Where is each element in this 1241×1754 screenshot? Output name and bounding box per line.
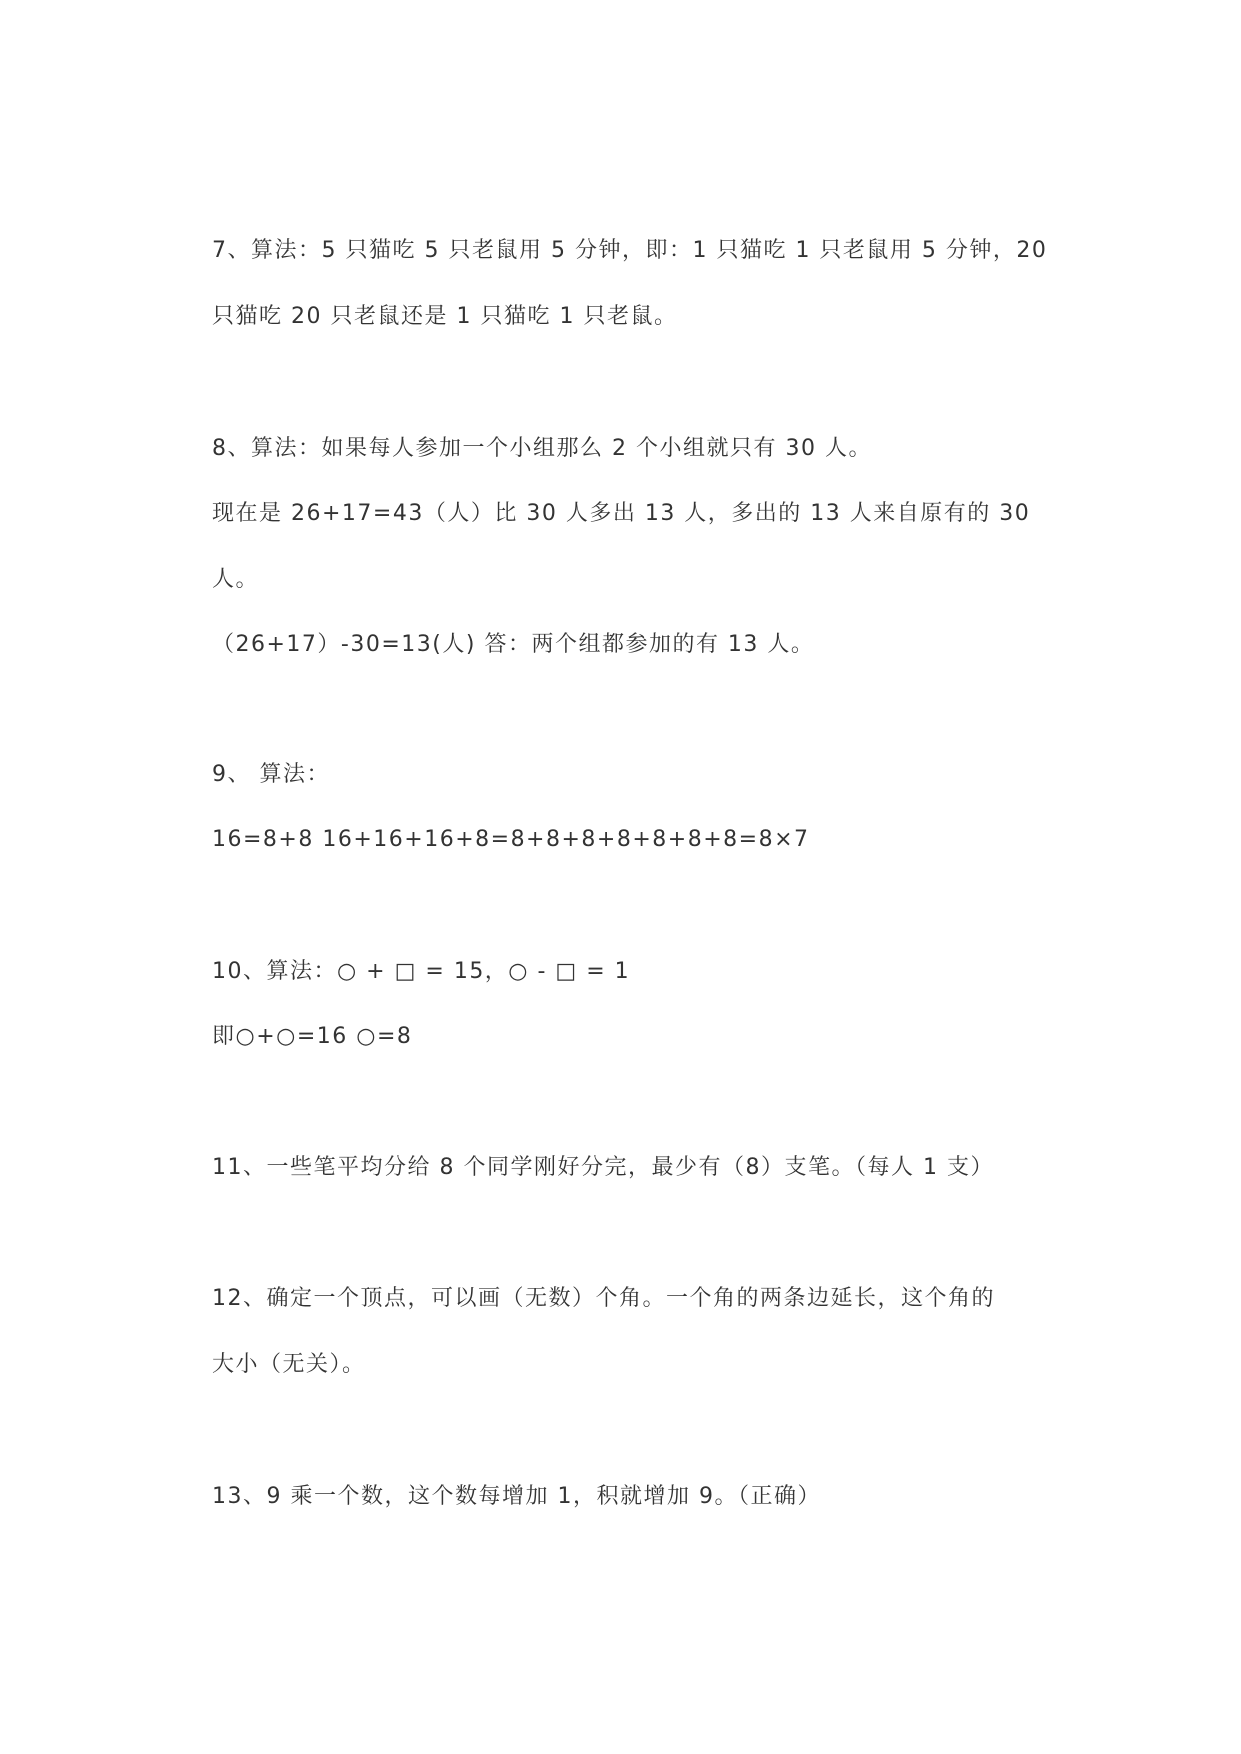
- question-7-line-2: 只猫吃 20 只老鼠还是 1 只猫吃 1 只老鼠。: [212, 304, 678, 329]
- question-8-line-3: 人。: [212, 567, 260, 592]
- question-13-line-1: 13、9 乘一个数，这个数每增加 1，积就增加 9。（正确）: [212, 1484, 821, 1509]
- question-12-line-2: 大小（无关）。: [212, 1352, 366, 1377]
- question-8-line-1: 8、算法：如果每人参加一个小组那么 2 个小组就只有 30 人。: [212, 436, 872, 461]
- question-11-line-1: 11、一些笔平均分给 8 个同学刚好分完，最少有（8）支笔。（每人 1 支）: [212, 1155, 994, 1180]
- question-12-line-1: 12、确定一个顶点，可以画（无数）个角。一个角的两条边延长，这个角的: [212, 1286, 995, 1311]
- question-8-line-2: 现在是 26+17=43（人）比 30 人多出 13 人，多出的 13 人来自原有的 30: [212, 501, 1031, 526]
- question-8-line-4: （26+17）-30=13(人) 答：两个组都参加的有 13 人。: [212, 632, 815, 657]
- question-10-line-1: 10、算法：○ + □ = 15，○ - □ = 1: [212, 959, 631, 984]
- question-9-line-1: 9、 算法：: [212, 762, 330, 787]
- question-9-line-2: 16=8+8 16+16+16+8=8+8+8+8+8+8+8=8×7: [212, 827, 810, 852]
- question-7-line-1: 7、算法：5 只猫吃 5 只老鼠用 5 分钟，即：1 只猫吃 1 只老鼠用 5 分钟，20: [212, 238, 1048, 263]
- question-10-line-2: 即○+○=16 ○=8: [212, 1024, 413, 1049]
